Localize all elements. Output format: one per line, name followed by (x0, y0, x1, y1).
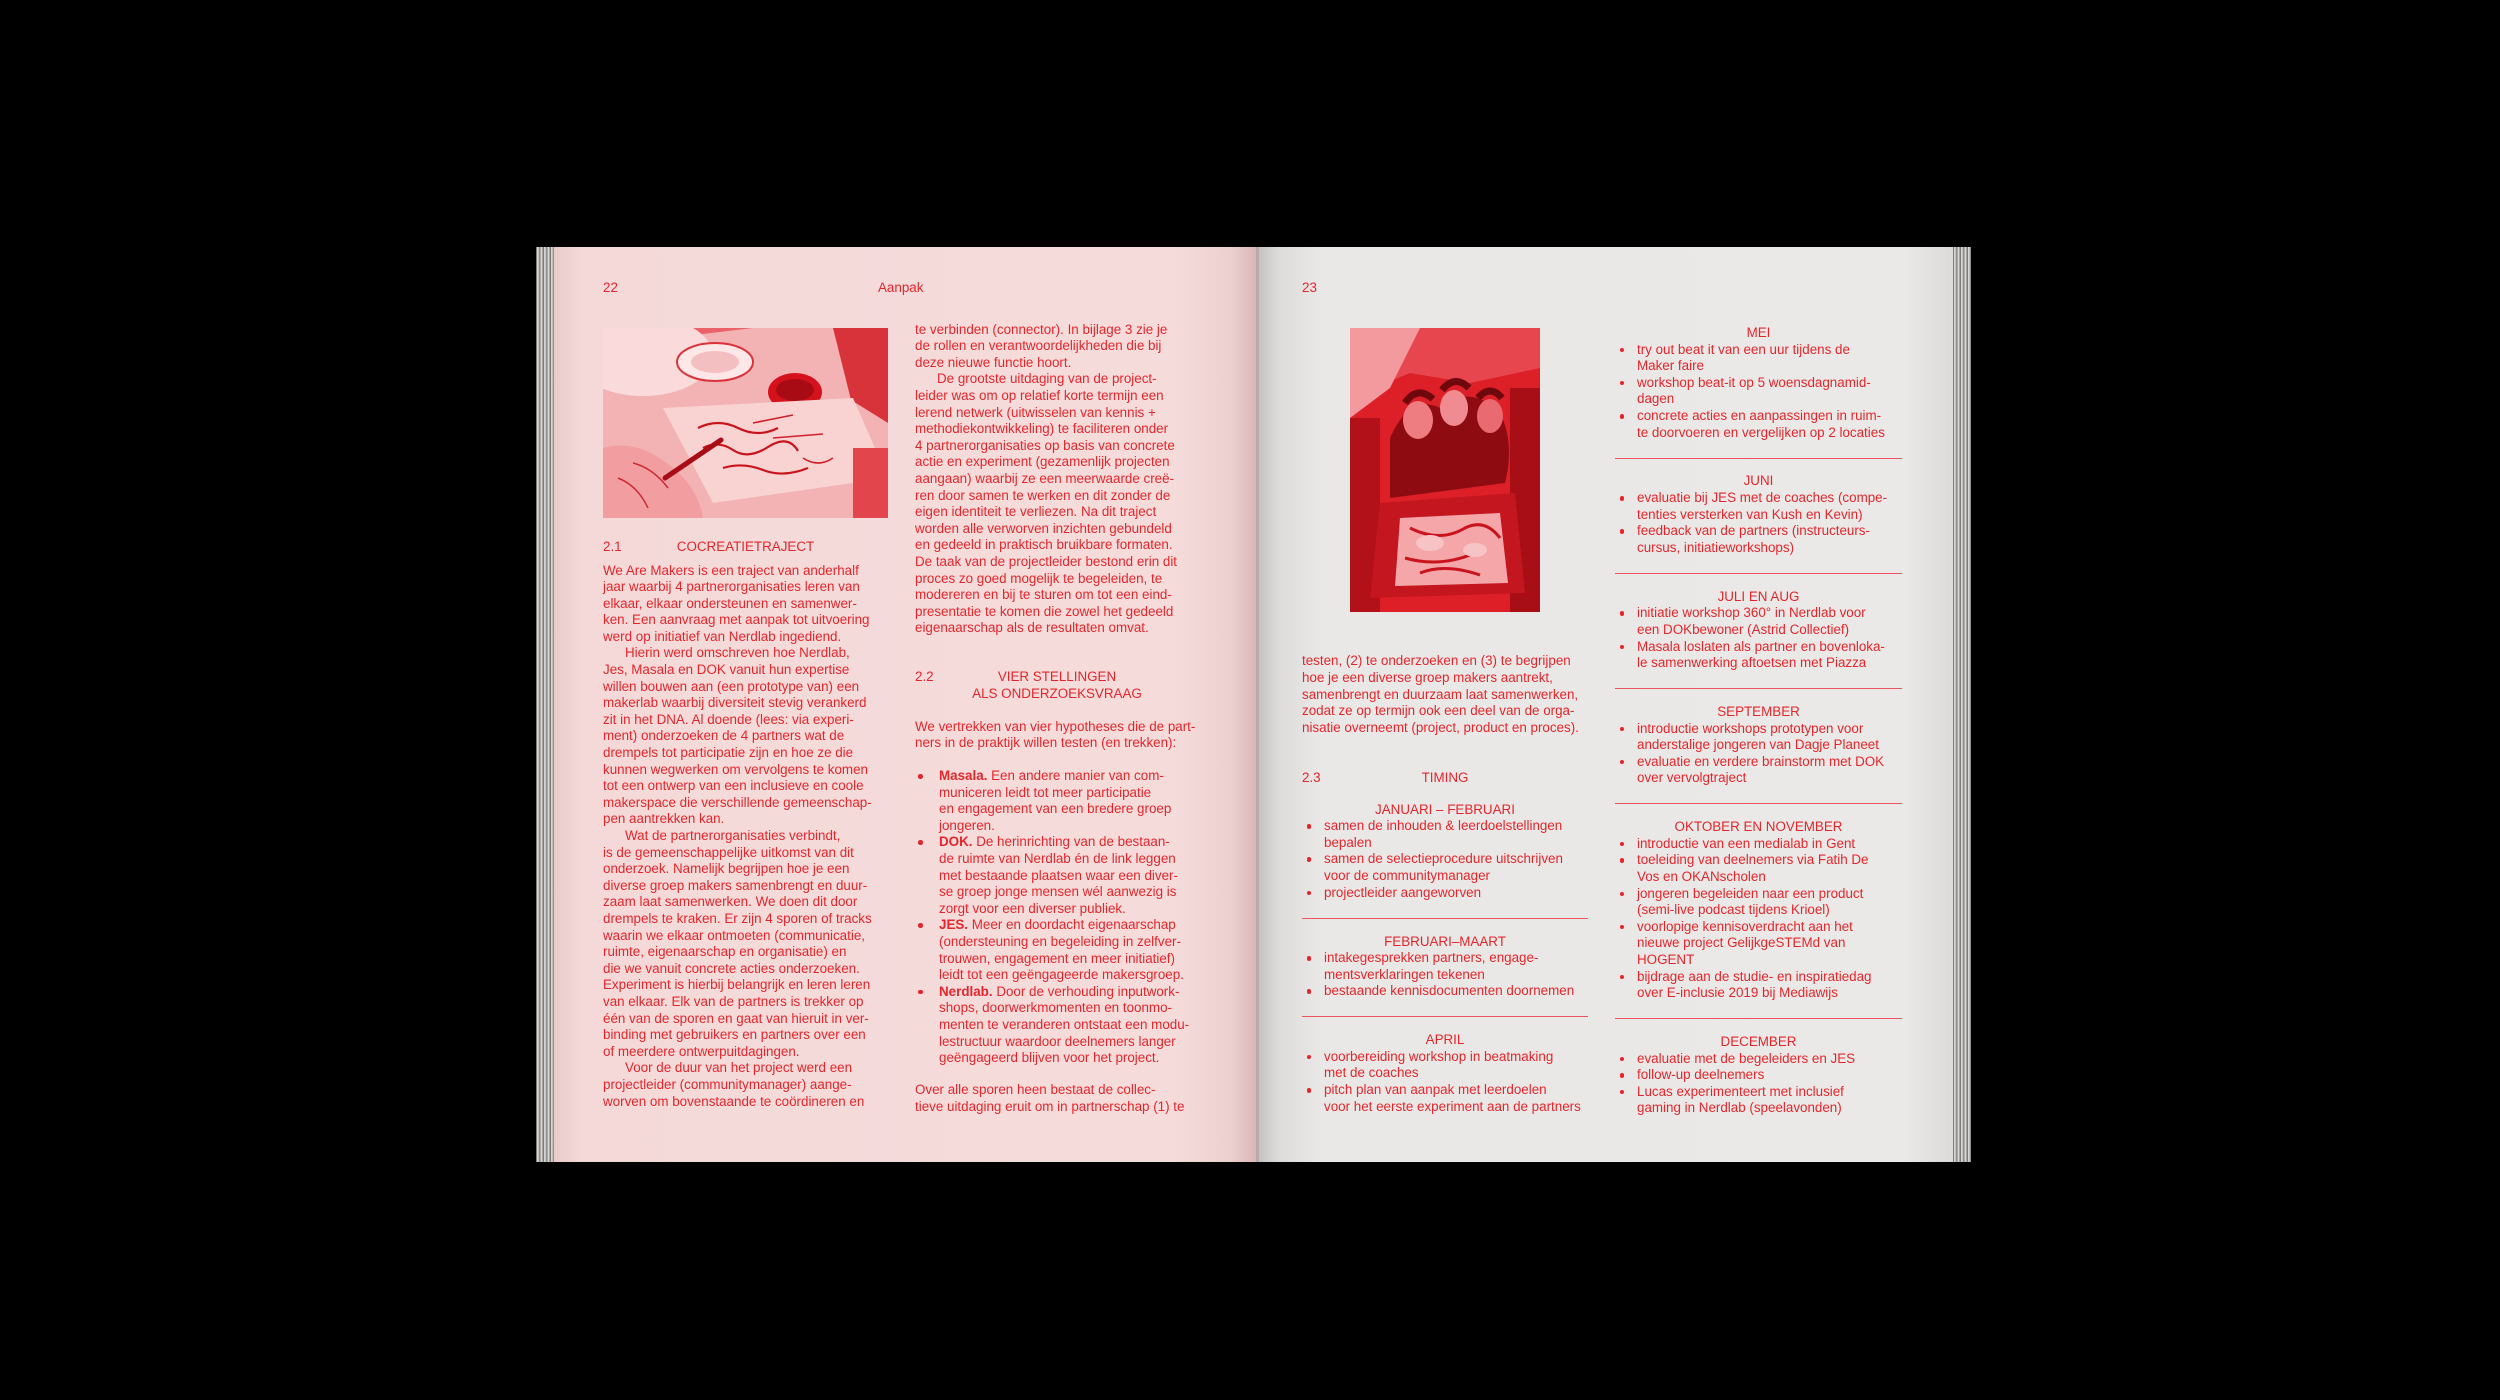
text-line: projectleider (communitymanager) aange- (603, 1076, 852, 1092)
text-line: jongeren begeleiden naar een product (1637, 885, 1864, 901)
bullet-icon (1620, 727, 1625, 732)
text-line: ners in de praktijk willen testen (en trekken): (915, 735, 1177, 751)
text-line: zit in het DNA. Al doende (lees: via experi- (603, 711, 854, 727)
bullet-icon (1620, 414, 1625, 419)
hypothesis-lead: Nerdlab. (939, 983, 993, 999)
text-line: drempels te kraken. Er zijn 4 sporen of tracks (603, 910, 872, 926)
text-line: (ondersteuning en begeleiding in zelfver- (939, 933, 1181, 949)
bullet-icon (1620, 1090, 1625, 1095)
timeline-item (1615, 375, 1902, 408)
text-line: initiatie workshop 360° in Nerdlab voor (1637, 605, 1866, 621)
text-line: actie en experiment (gezamenlijk projecten (915, 454, 1170, 470)
left-column-2-body (915, 322, 1177, 637)
timeline-item (1615, 919, 1902, 969)
timeline-group (1302, 1032, 1588, 1115)
text-line: makerlab waarbij diversiteit stevig verankerd (603, 695, 867, 711)
section-number: 2.2 (915, 669, 934, 684)
page-stack-edge-right (1953, 247, 1971, 1162)
text-line: methodiekontwikkeling) te faciliteren onder (915, 421, 1169, 437)
timeline-item (1615, 408, 1902, 441)
text-line: ruimte, eigenaarschap en organisatie) en (603, 944, 847, 960)
timeline-item (1302, 818, 1588, 851)
text-line: concrete acties en aanpassingen in ruim- (1637, 407, 1882, 423)
photo-group-at-table (1350, 328, 1540, 612)
text-line: werd op initiatief van Nerdlab ingediend. (603, 628, 842, 644)
bullet-icon (1307, 1055, 1312, 1060)
timeline-item (1302, 983, 1588, 1000)
timeline-month-heading: SEPTEMBER (1717, 703, 1800, 719)
paragraph (915, 1082, 1184, 1115)
bullet-icon (918, 923, 923, 928)
text-line: follow-up deelnemers (1637, 1067, 1765, 1083)
timeline-group (1615, 325, 1902, 441)
timeline-month-heading: DECEMBER (1720, 1034, 1797, 1050)
timeline-item (1615, 342, 1902, 375)
text-line: HOGENT (1637, 952, 1695, 967)
section-number: 2.1 (603, 538, 622, 554)
timeline-group (1615, 1034, 1902, 1117)
timeline-item (1615, 1084, 1902, 1117)
text-line: zorgt voor een diverser publiek. (939, 900, 1126, 916)
bullet-icon (1307, 824, 1312, 829)
timeline-item (1615, 1051, 1902, 1068)
paragraph (915, 719, 1195, 752)
bullet-icon (1620, 496, 1625, 501)
paragraph (603, 1060, 872, 1110)
text-line: modereren en bij te sturen om tot een eind- (915, 587, 1172, 603)
timeline-group (1615, 589, 1902, 672)
bullet-icon (918, 990, 923, 995)
timeline-item (1302, 950, 1588, 983)
text-line: We Are Makers is een traject van anderhalf (603, 562, 859, 578)
text-line: mentsverklaringen tekenen (1324, 966, 1485, 982)
text-line: menten te veranderen ontstaat een modu- (939, 1016, 1190, 1032)
page-number-right: 23 (1302, 280, 1317, 295)
timeline-group (1302, 802, 1588, 902)
text-line: van elkaar. Elk van de partners is trekker op (603, 993, 864, 1009)
timeline-item (1615, 1067, 1902, 1084)
text-line: te doorvoeren en vergelijken op 2 locaties (1637, 424, 1885, 440)
text-line: aangaan) waarbij ze een meerwaarde creë- (915, 471, 1175, 487)
text-line: nisatie overneemt (project, product en proces). (1302, 719, 1579, 735)
hypothesis-lead: Masala. (939, 768, 988, 783)
section-heading-2-2 (915, 669, 1199, 702)
paragraph (603, 645, 872, 828)
hypothesis-text: De herinrichting van de bestaan- (976, 834, 1170, 850)
text-line: en engagement van een bredere groep (939, 801, 1172, 817)
text-line (939, 984, 1199, 1001)
timeline-month-heading: JULI EN AUG (1717, 588, 1800, 604)
section-number: 2.3 (1302, 770, 1321, 785)
text-line: Jes, Masala en DOK vanuit hun expertise (603, 662, 850, 678)
text-line: te verbinden (connector). In bijlage 3 zie je (915, 321, 1168, 337)
bullet-icon (1620, 1057, 1625, 1062)
text-line: een DOKbewoner (Astrid Collectief) (1637, 621, 1850, 637)
timeline-group (1615, 473, 1902, 556)
hypothesis-text: Meer en doordacht eigenaarschap (971, 917, 1176, 933)
text-line: samenbrengt en duurzaam laat samenwerken, (1302, 686, 1579, 702)
text-line: toeleiding van deelnemers via Fatih De (1637, 852, 1869, 868)
text-line: jaar waarbij 4 partnerorganisaties leren van (603, 579, 860, 595)
bullet-icon (918, 774, 923, 779)
text-line: tot een ontwerp van een inclusieve en coole (603, 778, 864, 794)
text-line: Masala loslaten als partner en bovenloka- (1637, 638, 1885, 654)
text-line: presentatie te komen die zowel het gedeeld (915, 603, 1174, 619)
timeline-item (1615, 852, 1902, 885)
page-stack-edge-left (536, 247, 554, 1162)
bullet-icon (1307, 989, 1312, 994)
text-line: voorbereiding workshop in beatmaking (1324, 1048, 1554, 1064)
text-line: pitch plan van aanpak met leerdoelen (1324, 1082, 1547, 1097)
bullet-icon (1307, 1088, 1312, 1093)
text-line: geëngageerd blijven voor het project. (939, 1050, 1160, 1066)
timeline-item (1615, 836, 1902, 853)
bullet-icon (1620, 1073, 1625, 1078)
text-line: (semi-live podcast tijdens Krioel) (1637, 902, 1830, 918)
text-line: samen de selectieprocedure uitschrijven (1324, 851, 1563, 867)
text-line: elkaar, elkaar ondersteunen en samenwer- (603, 595, 857, 611)
section-title: COCREATIETRAJECT (676, 538, 815, 554)
timeline-month-heading: FEBRUARI–MAART (1384, 933, 1506, 949)
timeline-column-1 (1302, 802, 1588, 1116)
text-line: De taak van de projectleider bestond erin dit (915, 554, 1178, 569)
hypothesis-item (915, 917, 1199, 983)
bullet-icon (1307, 956, 1312, 961)
timeline-month-heading: JUNI (1743, 473, 1774, 489)
text-line: over vervolgtraject (1637, 770, 1747, 786)
bullet-icon (1620, 760, 1625, 765)
text-line: gaming in Nerdlab (speelavonden) (1637, 1100, 1842, 1116)
text-line: nieuwe project GelijkgeSTEMd van (1637, 935, 1846, 951)
timeline-month-heading: APRIL (1425, 1032, 1465, 1048)
bullet-icon (1620, 925, 1625, 930)
text-line: de rollen en verantwoordelijkheden die bij (915, 338, 1162, 354)
text-line: zaam laat samenwerken. We doen dit door (603, 894, 858, 910)
timeline-item (1302, 1082, 1588, 1115)
section-title: TIMING (1421, 770, 1469, 785)
text-line: Maker faire (1637, 358, 1704, 374)
timeline-divider (1615, 573, 1902, 574)
text-line: shops, doorwerkmomenten en toonmo- (939, 1000, 1172, 1016)
timeline-month-heading: JANUARI – FEBRUARI (1375, 801, 1515, 817)
text-line: over E-inclusie 2019 bij Mediawijs (1637, 985, 1838, 1001)
text-line: municeren leidt tot meer participatie (939, 784, 1152, 800)
text-line: Wat de partnerorganisaties verbindt, (625, 828, 841, 843)
text-line: le samenwerking aftoetsen met Piazza (1637, 655, 1867, 671)
text-line: deze nieuwe functie hoort. (915, 354, 1072, 370)
hypothesis-item (915, 834, 1199, 917)
text-line: intakegesprekken partners, engage- (1324, 950, 1539, 966)
timeline-group (1615, 704, 1902, 787)
text-line (939, 768, 1199, 785)
text-line: samen de inhouden & leerdoelstellingen (1324, 818, 1563, 834)
hypothesis-item (915, 768, 1199, 834)
running-head: Aanpak (878, 280, 924, 295)
text-line: Hierin werd omschreven hoe Nerdlab, (625, 645, 850, 661)
text-line: lerend netwerk (uitwisselen van kennis + (915, 404, 1156, 420)
timeline-group (1615, 819, 1902, 1002)
timeline-item (1615, 639, 1902, 672)
text-line: eigen identiteit te verliezen. Na dit traject (915, 504, 1157, 520)
text-line: introductie van een medialab in Gent (1637, 835, 1856, 851)
text-line: Lucas experimenteert met inclusief (1637, 1083, 1844, 1099)
text-line: lestructuur waardoor deelnemers langer (939, 1033, 1176, 1049)
bullet-icon (1620, 348, 1625, 353)
text-line: worden alle verworven inzichten gebundeld (915, 520, 1172, 536)
bullet-icon (1620, 858, 1625, 863)
text-line: workshop beat-it op 5 woensdagnamid- (1637, 374, 1871, 390)
timeline-item (1615, 523, 1902, 556)
timeline-divider (1302, 918, 1588, 919)
photo-workshop-table (603, 328, 888, 518)
text-line: De grootste uitdaging van de project- (937, 371, 1157, 387)
text-line: voor de communitymanager (1324, 868, 1490, 884)
text-line: try out beat it van een uur tijdens de (1637, 341, 1850, 357)
timeline-divider (1302, 1016, 1588, 1017)
timeline-group (1302, 934, 1588, 1000)
text-line: cursus, initiatieworkshops) (1637, 539, 1795, 555)
text-line: bijdrage aan de studie- en inspiratiedag (1637, 968, 1872, 984)
timeline-item (1615, 490, 1902, 523)
closing-text (915, 1082, 1184, 1115)
bullet-icon (1620, 842, 1625, 847)
text-line: zodat ze op termijn ook een deel van de orga- (1302, 703, 1575, 719)
text-line: bepalen (1324, 834, 1372, 850)
bullet-icon (1620, 645, 1625, 650)
paragraph (603, 563, 872, 646)
hypotheses-list (915, 768, 1199, 1067)
text-line: één van de sporen en gaat van hieruit in ver- (603, 1010, 869, 1026)
spine-gutter (1256, 247, 1259, 1162)
timeline-item (1615, 886, 1902, 919)
text-line: tenties versterken van Kush en Kevin) (1637, 506, 1863, 522)
timeline-divider (1615, 458, 1902, 459)
text-line: jongeren. (939, 817, 995, 833)
bullet-icon (1307, 857, 1312, 862)
text-line: introductie workshops prototypen voor (1637, 720, 1864, 736)
text-line: testen, (2) te onderzoeken en (3) te begrijpen (1302, 653, 1571, 669)
hypotheses-intro (915, 719, 1195, 752)
paragraph (915, 371, 1177, 637)
text-line: anderstalige jongeren van Dagje Planeet (1637, 737, 1879, 753)
text-line: ment) onderzoeken de 4 partners wat de (603, 728, 845, 744)
timeline-divider (1615, 803, 1902, 804)
left-column-1-body (603, 563, 872, 1111)
bullet-icon (1307, 891, 1312, 896)
text-line: evaluatie met de begeleiders en JES (1637, 1050, 1856, 1066)
text-line (939, 917, 1199, 934)
timeline-item (1302, 1049, 1588, 1082)
text-line: Experiment is hierbij belangrijk en leren leren (603, 977, 871, 993)
bullet-icon (1620, 892, 1625, 897)
text-line: die we vanuit concrete acties onderzoeken. (603, 960, 860, 976)
text-line: met de coaches (1324, 1065, 1419, 1081)
text-line: Over alle sporen heen bestaat de collec- (915, 1082, 1156, 1097)
text-line: leidt tot een geëngageerde makersgroep. (939, 967, 1184, 983)
text-line: voorlopige kennisoverdracht aan het (1637, 918, 1853, 934)
text-line: diverse groep makers samenbrengt en duur- (603, 877, 868, 893)
timeline-item (1615, 721, 1902, 754)
text-line: pen aantrekken kan. (603, 811, 725, 827)
text-line: evaluatie bij JES met de coaches (compe- (1637, 490, 1888, 506)
bullet-icon (918, 840, 923, 845)
paragraph (915, 322, 1177, 372)
text-line: proces zo goed mogelijk te begeleiden, te (915, 570, 1163, 586)
section-title-line: VIER STELLINGEN (997, 669, 1117, 684)
text-line: de ruimte van Nerdlab én de link leggen (939, 850, 1176, 866)
text-line: ren door samen te werken en dit zonder de (915, 487, 1171, 503)
timeline-item (1615, 754, 1902, 787)
section-heading-2-3 (1302, 770, 1588, 787)
text-line: tieve uitdaging eruit om in partnerschap (1) te (915, 1098, 1185, 1114)
text-line: willen bouwen aan (een prototype van) een (603, 678, 860, 694)
timeline-month-heading: OKTOBER EN NOVEMBER (1674, 819, 1843, 835)
text-line: eigenaarschap als de resultaten omvat. (915, 620, 1149, 636)
text-line: projectleider aangeworven (1324, 884, 1482, 900)
timeline-item (1615, 969, 1902, 1002)
text-line: drempels tot participatie zijn en hoe ze die (603, 745, 854, 761)
section-heading-2-1 (603, 539, 888, 556)
timeline-item (1302, 885, 1588, 902)
timeline-item (1615, 605, 1902, 638)
hypothesis-text: Een andere manier van com- (991, 768, 1164, 783)
text-line: feedback van de partners (instructeurs- (1637, 523, 1870, 539)
text-line: hoe je een diverse groep makers aantrekt, (1302, 669, 1553, 685)
right-column-1-body (1302, 653, 1579, 736)
text-line: onderzoek. Namelijk begrijpen hoe je een (603, 861, 850, 877)
timeline-divider (1615, 688, 1902, 689)
text-line: binding met gebruikers en partners over een (603, 1027, 866, 1043)
text-line: 4 partnerorganisaties op basis van concrete (915, 437, 1175, 453)
hypothesis-item (915, 984, 1199, 1067)
hypothesis-lead: JES. (939, 917, 969, 933)
text-line: Vos en OKANscholen (1637, 869, 1766, 885)
hypothesis-text: Door de verhouding inputwork- (996, 983, 1180, 999)
text-line: se groep jonge mensen wél aanwezig is (939, 884, 1177, 900)
text-line: of meerdere ontwerpuitdagingen. (603, 1043, 800, 1059)
text-line: worven om bovenstaande te coördineren en (603, 1093, 865, 1109)
bullet-icon (1620, 975, 1625, 980)
text-line: met bestaande plaatsen waar een diver- (939, 867, 1178, 883)
bullet-icon (1620, 529, 1625, 534)
bullet-icon (1620, 381, 1625, 386)
timeline-month-heading: MEI (1746, 325, 1771, 340)
section-title-line: ALS ONDERZOEKSVRAAG (972, 685, 1142, 701)
paragraph (603, 828, 872, 1060)
timeline-column-2 (1615, 325, 1902, 1117)
text-line: makerspace die verschillende gemeenschap- (603, 794, 872, 810)
paragraph (1302, 653, 1579, 736)
text-line: trouwen, engagement en meer initiatief) (939, 950, 1175, 966)
timeline-item (1302, 851, 1588, 884)
text-line: kunnen wegwerken om vervolgens te komen (603, 761, 868, 777)
text-line: leider was om op relatief korte termijn een (915, 388, 1164, 404)
text-line: waarin we elkaar ontmoeten (communicatie, (603, 927, 865, 943)
text-line: ken. Een aanvraag met aanpak tot uitvoering (603, 612, 870, 628)
text-line: bestaande kennisdocumenten doornemen (1324, 983, 1575, 999)
bullet-icon (1620, 611, 1625, 616)
text-line: dagen (1637, 391, 1675, 407)
text-line: We vertrekken van vier hypotheses die de part- (915, 718, 1196, 734)
page-number-left: 22 (603, 280, 618, 295)
timeline-divider (1615, 1018, 1902, 1019)
hypothesis-lead: DOK. (939, 834, 973, 850)
text-line: evaluatie en verdere brainstorm met DOK (1637, 753, 1885, 769)
text-line: voor het eerste experiment aan de partners (1324, 1098, 1581, 1114)
text-line: is de gemeenschappelijke uitkomst van dit (603, 844, 854, 860)
text-line: en gedeeld in praktisch bruikbare formaten. (915, 537, 1173, 553)
text-line: Voor de duur van het project werd een (625, 1060, 853, 1076)
text-line (939, 834, 1199, 851)
